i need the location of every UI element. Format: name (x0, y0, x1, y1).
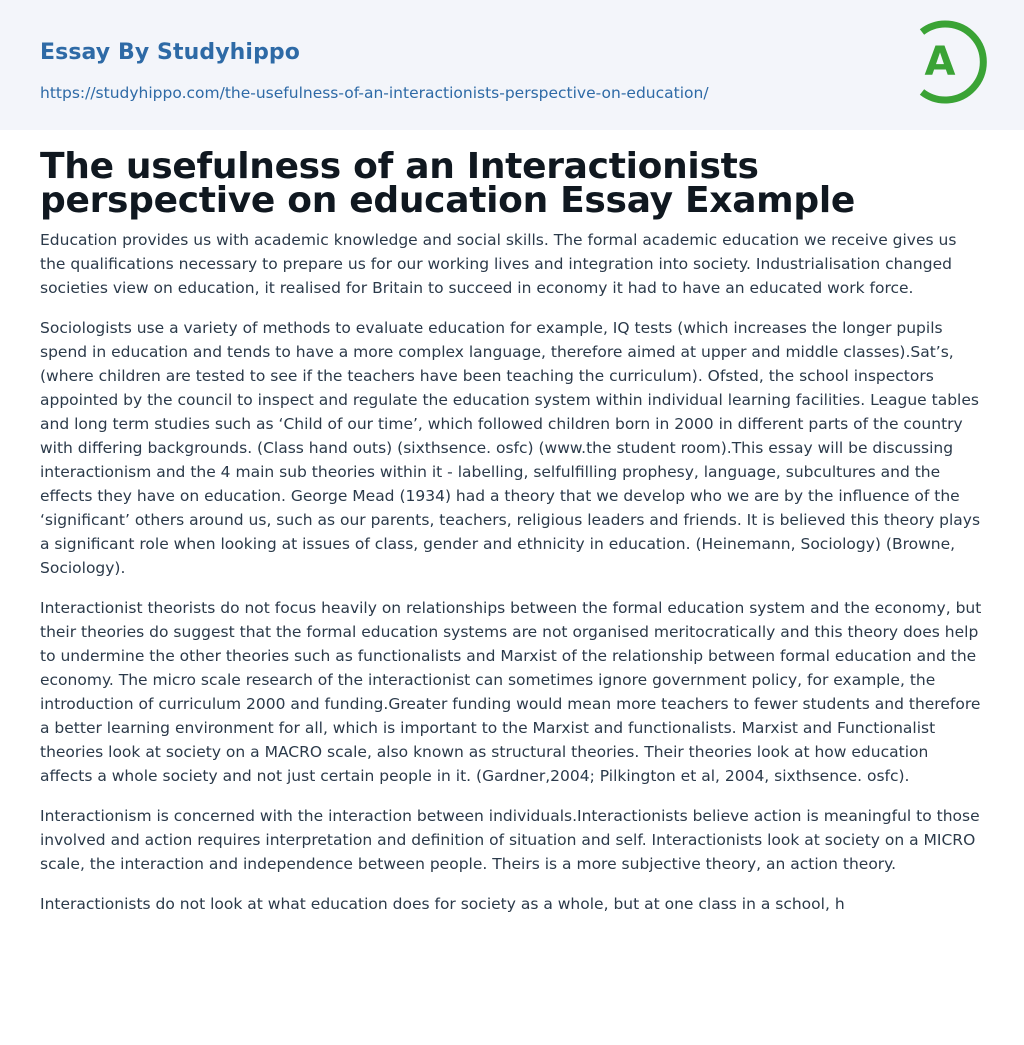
logo-letter: A (924, 39, 956, 85)
logo-ring (910, 18, 988, 106)
paragraph-5: Interactionists do not look at what education does for society as a whole, but at one class in a school, h (40, 895, 845, 913)
site-brand[interactable]: Essay By Studyhippo (40, 40, 300, 65)
paragraph-3: Interactionist theorists do not focus heavily on relationships between the formal education system and the economy, but their theories do suggest that the formal education systems are not organised meritocratically and this theory does help to undermine the other theories such as functionalists and Marxist of the relationship between formal education and the economy. The micro scale research of the interactionist can sometimes ignore government policy, for example, the introduction of curriculum 2000 and funding.Greater funding would mean more teachers to fewer students and therefore a better learning environment for all, which is important to the Marxist and functionalists. Marxist and Functionalist theories look at society on a MACRO scale, also known as structural theories. Their theories look at how education affects a whole society and not just certain people in it. (Gardner,2004; Pilkington et al, 2004, sixthsence. osfc). (40, 599, 982, 785)
article-title: The usefulness of an Interactionists perspective on education Essay Example (40, 146, 856, 221)
source-url-link[interactable]: https://studyhippo.com/the-usefulness-of-an-interactionists-perspective-on-education/ (40, 84, 709, 102)
paragraph-1: Education provides us with academic knowledge and social skills. The formal academic education we receive gives us the qualifications necessary to prepare us for our working lives and integration into society. Industrialisation changed societies view on education, it realised for Britain to succeed in economy it had to have an educated work force. (40, 231, 957, 297)
studyhippo-logo-icon[interactable] (910, 18, 988, 106)
paragraph-2: Sociologists use a variety of methods to evaluate education for example, IQ tests (which increases the longer pupils spend in education and tends to have a more complex language, therefore aimed at upper and middle classes).Sat’s, (where children are tested to see if the teachers have been teaching the curriculum). Ofsted, the school inspectors appointed by the council to inspect and regulate the education system within individual learning facilities. League tables and long term studies such as ‘Child of our time’, which followed children born in 2000 in different parts of the country with differing backgrounds. (Class hand outs) (sixthsence. osfc) (www.the student room).This essay will be discussing interactionism and the 4 main sub theories within it - labelling, selfulfilling prophesy, language, subcultures and the effects they have on education. George Mead (1934) had a theory that we develop who we are by the influence of the ‘significant’ others around us, such as our parents, teachers, religious leaders and friends. It is believed this theory plays a significant role when looking at issues of class, gender and ethnicity in education. (Heinemann, Sociology) (Browne, Sociology). (40, 319, 981, 577)
paragraph-4: Interactionism is concerned with the interaction between individuals.Interactionists believe action is meaningful to those involved and action requires interpretation and definition of situation and self. Interactionists look at society on a MICRO scale, the interaction and independence between people. Theirs is a more subjective theory, an action theory. (40, 807, 980, 873)
article (40, 146, 984, 932)
site-header (0, 0, 1024, 130)
